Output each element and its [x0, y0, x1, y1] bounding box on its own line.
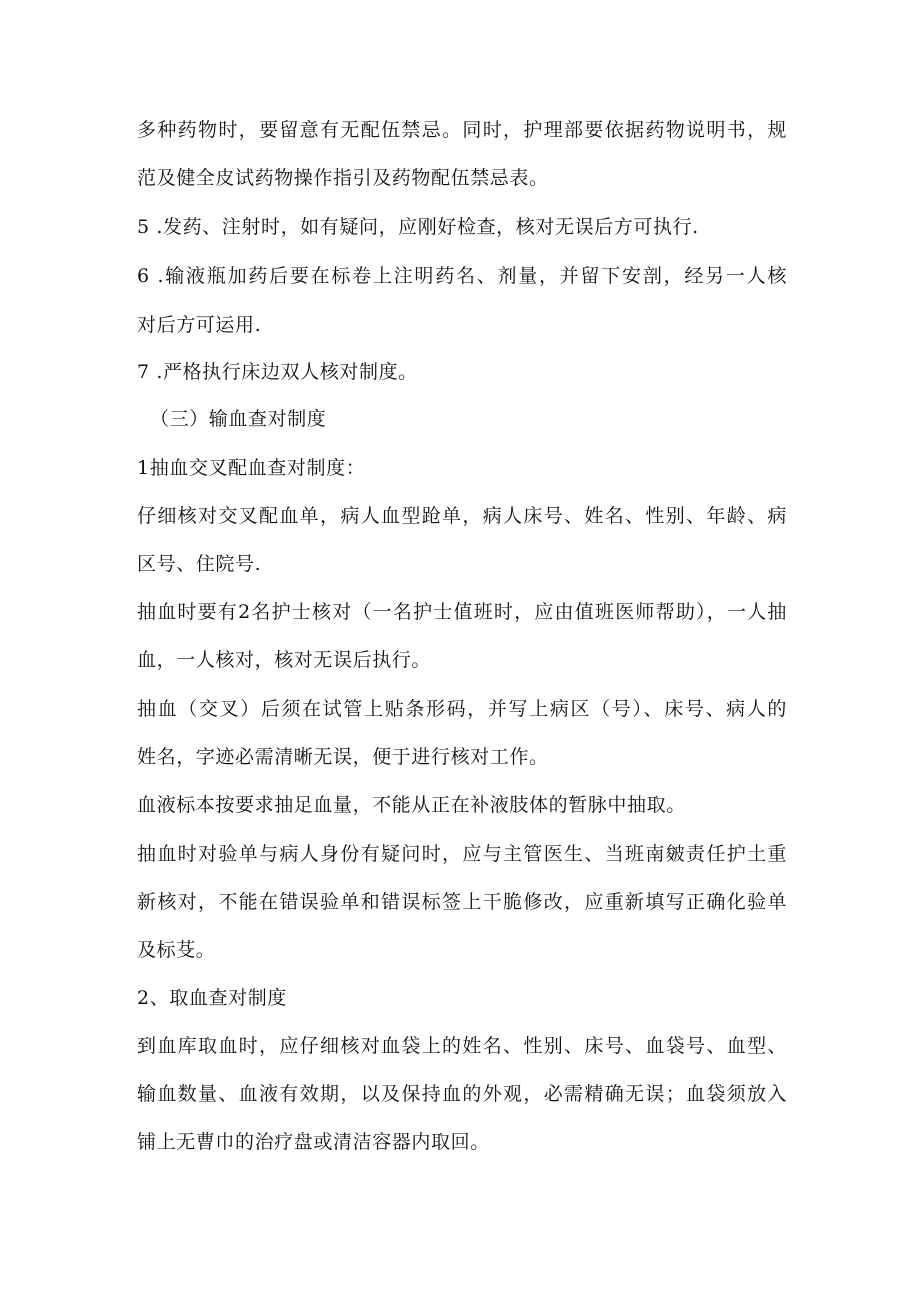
text-line: 仔细核对交叉配血单，病人血型跄单，病人床号、姓名、性别、年龄、病: [137, 505, 787, 527]
text-line: 抽血时要有2名护士核对（一名护士值班时，应由值班医师帮助），一人抽: [137, 601, 787, 623]
text-line: 血液标本按要求抽足血量，不能从正在补液肢体的暂脉中抽取。: [137, 794, 686, 816]
text-line: 新核对，不能在错误验单和错误标签上干脆修改，应重新填写正确化验单: [137, 891, 787, 913]
text-line: 及标芟。: [137, 939, 216, 961]
subsection-heading: 2、取血查对制度: [137, 987, 287, 1009]
list-item-5: 5 .发药、注射时，如有疑问，应刚好检查，核对无误后方可执行.: [137, 216, 699, 238]
text-line: 抽血（交叉）后须在试管上贴条形码，并写上病区（号）、床号、病人的: [137, 698, 787, 720]
text-line: 输血数量、血液有效期，以及保持血的外观，必需精确无误；血袋须放入: [137, 1083, 787, 1105]
list-item-7: 7 .严格执行床边双人核对制度。: [137, 361, 418, 383]
text-line: 到血库取血时，应仔细核对血袋上的姓名、性别、床号、血袋号、血型、: [137, 1035, 787, 1057]
text-line: 抽血时对验单与病人身份有疑问时，应与主管医生、当班南皴责任护土重: [137, 843, 787, 865]
section-heading: （三）输血查对制度: [150, 408, 327, 430]
subsection-heading: 1抽血交叉配血查对制度：: [137, 457, 366, 479]
text-line: 多种药物时，要留意有无配伍禁忌。同时，护理部要依据药物说明书，规: [137, 119, 787, 141]
text-line: 对后方可运用.: [137, 314, 262, 336]
list-item-6: 6 .输液瓶加药后要在标卷上注明药名、剂量，并留下安剖，经另一人核: [137, 265, 787, 287]
text-line: 血，一人核对，核对无误后执行。: [137, 649, 432, 671]
text-line: 区号、住院号.: [137, 553, 262, 575]
text-line: 姓名，字迹必需清晰无误，便于进行核对工作。: [137, 746, 549, 768]
text-line: 范及健全皮试药物操作指引及药物配伍禁忌表。: [137, 167, 549, 189]
text-line: 铺上无曹巾的治疗盘或清洁容器内取回。: [137, 1131, 490, 1153]
